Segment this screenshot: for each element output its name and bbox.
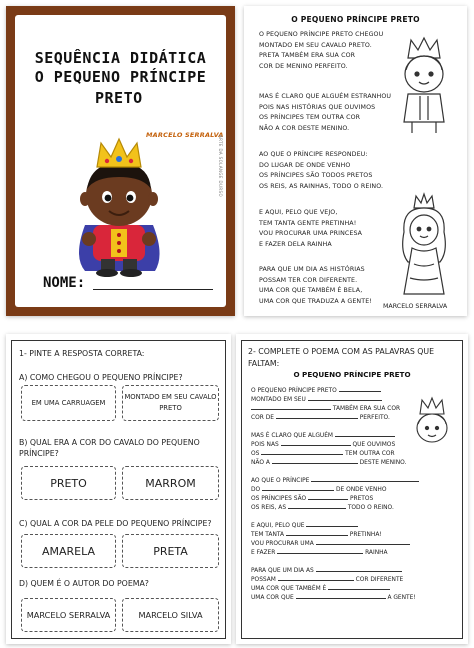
fill-line <box>251 503 394 513</box>
fill-text: OS PRÍNCIPES SÃO <box>251 496 307 502</box>
fill-text: DE ONDE VENHO <box>335 487 387 493</box>
princess-illustration <box>396 192 452 298</box>
poem-line: MAS É CLARO QUE ALGUÉM ESTRANHOU <box>259 93 392 100</box>
activity-2-heading-line1: 2- COMPLETE O POEMA COM AS PALAVRAS QUE <box>248 347 435 356</box>
blank[interactable] <box>328 584 390 590</box>
poem-stanza-3 <box>259 150 383 192</box>
poem-line: TEM TANTA GENTE PRETINHA! <box>259 219 357 227</box>
poem-stanza-5 <box>259 265 372 307</box>
option-carruagem[interactable] <box>21 385 116 421</box>
fill-text: COR DE <box>251 415 274 421</box>
option-preto[interactable] <box>21 466 116 500</box>
fill-line <box>251 548 388 558</box>
blank[interactable] <box>316 539 410 545</box>
poem-line: DO LUGAR DE ONDE VENHO <box>259 161 351 169</box>
option-marcelo-silva[interactable] <box>122 598 219 632</box>
poem-line: PRETA TAMBÉM ERA SUA COR <box>259 52 356 60</box>
poem-page <box>244 6 467 316</box>
blank[interactable] <box>261 449 343 455</box>
poem-line: E AQUI, PELO QUE VEJO, <box>259 209 338 216</box>
option-marrom[interactable] <box>122 466 219 500</box>
poem-line: POIS NAS HISTÓRIAS QUE OUVIMOS <box>259 103 376 111</box>
name-label: NOME: <box>43 275 86 291</box>
fill-text: UMA COR QUE TAMBÉM É <box>251 586 327 592</box>
poem-title: O PEQUENO PRÍNCIPE PRETO <box>291 15 420 24</box>
poem-line: E FAZER DELA RAINHA <box>259 240 332 248</box>
question-b-line1: B) QUAL ERA A COR DO CAVALO DO PEQUENO <box>19 438 200 447</box>
poem-stanza-4 <box>259 208 362 250</box>
option-amarela[interactable] <box>21 534 116 568</box>
poem-line: MONTADO EM SEU CAVALO PRETO. <box>259 41 372 49</box>
fill-line <box>251 593 416 603</box>
poem-line: AO QUE O PRÍNCIPE RESPONDEU: <box>259 151 368 158</box>
blank[interactable] <box>272 458 358 464</box>
fill-text: UMA COR QUE <box>251 595 294 601</box>
cover-side-credit: ARTE DA SOLANGE DURSO <box>218 135 223 197</box>
option-label: MARCELO SERRALVA <box>26 610 111 620</box>
prince-line-art <box>394 36 454 136</box>
option-marcelo-serralva[interactable] <box>21 598 116 632</box>
cover-author: MARCELO SERRALVA <box>146 131 224 139</box>
name-line[interactable] <box>93 289 213 290</box>
fill-text: OS <box>251 451 260 457</box>
blank[interactable] <box>288 503 346 509</box>
fill-line <box>251 413 390 423</box>
fill-text: MAS É CLARO QUE ALGUÉM <box>251 433 334 439</box>
fill-text: RAINHA <box>365 550 388 556</box>
fill-text: MONTADO EM SEU <box>251 397 306 403</box>
fill-text: E AQUI, PELO QUE <box>251 523 305 529</box>
question-d: D) QUEM É O AUTOR DO POEMA? <box>19 579 149 588</box>
blank[interactable] <box>281 440 351 446</box>
option-label: AMARELA <box>41 544 96 558</box>
blank[interactable] <box>251 404 331 410</box>
poem-signature: MARCELO SERRALVA <box>383 303 448 310</box>
fill-text: DESTE MENINO. <box>359 460 407 466</box>
fill-text: OS REIS, AS <box>251 505 287 511</box>
poem-line: PARA QUE UM DIA AS HISTÓRIAS <box>259 266 365 273</box>
fill-text: NÃO A <box>251 460 270 466</box>
fill-text: PRETOS <box>349 496 374 502</box>
poem-line: COR DE MENINO PERFEITO. <box>259 62 348 70</box>
poem-line: UMA COR QUE TAMBÉM É BELA, <box>259 287 363 295</box>
fill-text: PARA QUE UM DIA AS <box>251 568 314 574</box>
blank[interactable] <box>335 431 395 437</box>
blank[interactable] <box>306 521 358 527</box>
question-b-line2: PRÍNCIPE? <box>19 449 59 458</box>
option-label: MARROM <box>145 476 196 490</box>
option-label: EM UMA CARRUAGEM <box>31 399 106 407</box>
cover-title-line2: O PEQUENO PRÍNCIPE <box>34 68 207 86</box>
prince-line-art-small <box>408 396 456 476</box>
blank[interactable] <box>278 575 354 581</box>
option-label: PRETA <box>153 544 188 558</box>
cover-title-line3: PRETO <box>95 89 143 107</box>
activity-1-page <box>6 334 231 644</box>
fill-text: TAMBÉM ERA SUA COR <box>332 406 401 412</box>
prince-illustration <box>63 137 175 279</box>
option-cavalo-preto[interactable] <box>122 385 219 421</box>
question-a: A) COMO CHEGOU O PEQUENO PRÍNCIPE? <box>19 373 183 382</box>
blank[interactable] <box>316 566 402 572</box>
option-preta[interactable] <box>122 534 219 568</box>
fill-text: E FAZER <box>251 550 276 556</box>
activity-2-title: O PEQUENO PRÍNCIPE PRETO <box>293 370 411 379</box>
poem-line: O PEQUENO PRÍNCIPE PRETO CHEGOU <box>259 31 384 38</box>
fill-text: COR DIFERENTE <box>355 577 404 583</box>
fill-text: O PEQUENO PRÍNCIPE PRETO <box>251 388 337 394</box>
fill-text: AO QUE O PRÍNCIPE <box>251 478 310 484</box>
fill-text: POIS NAS <box>251 442 279 448</box>
fill-text: PERFEITO. <box>359 415 390 421</box>
fill-text: VOU PROCURAR UMA <box>251 541 314 547</box>
crown-icon <box>97 139 141 167</box>
poem-line: OS PRÍNCIPES TEM OUTRA COR <box>259 114 361 122</box>
option-label: MONTADO EM SEU CAVALO PRETO <box>124 393 217 412</box>
blank[interactable] <box>262 485 334 491</box>
blank[interactable] <box>276 413 358 419</box>
poem-line: OS PRÍNCIPES SÃO TODOS PRETOS <box>259 172 373 180</box>
fill-text: A GENTE! <box>387 595 416 601</box>
question-b <box>19 437 200 459</box>
poem-stanza-2 <box>259 92 391 134</box>
fill-text: TEM OUTRA COR <box>345 451 395 457</box>
fill-text: TEM TANTA <box>251 532 285 538</box>
question-c: C) QUAL A COR DA PELE DO PEQUENO PRÍNCIPE? <box>19 519 212 528</box>
option-label: PRETO <box>50 476 87 490</box>
activity-2-page <box>236 334 468 644</box>
poem-line: VOU PROCURAR UMA PRINCESA <box>259 230 363 238</box>
blank[interactable] <box>277 548 363 554</box>
fill-text: QUE OUVIMOS <box>352 442 396 448</box>
poem-line: OS REIS, AS RAINHAS, TODO O REINO. <box>259 182 384 190</box>
blank[interactable] <box>308 395 382 401</box>
blank[interactable] <box>308 494 348 500</box>
fill-text: TODO O REINO. <box>347 505 394 511</box>
cover-inner <box>15 15 226 307</box>
option-label: MARCELO SILVA <box>138 610 203 620</box>
cover-page <box>6 6 235 316</box>
activity-2-heading <box>248 346 448 369</box>
cover-title-line1: SEQUÊNCIA DIDÁTICA <box>34 49 207 67</box>
fill-text: DO <box>251 487 261 493</box>
poem-stanza-1 <box>259 30 383 72</box>
blank[interactable] <box>286 530 348 536</box>
poem-line: POSSAM TER COR DIFERENTE. <box>259 276 358 284</box>
activity-1-heading: 1- PINTE A RESPOSTA CORRETA: <box>19 349 145 358</box>
fill-line <box>251 458 406 468</box>
poem-line: UMA COR QUE TRADUZA A GENTE! <box>259 297 372 305</box>
blank[interactable] <box>339 386 381 392</box>
blank[interactable] <box>311 476 419 482</box>
fill-text: PRETINHA! <box>349 532 382 538</box>
activity-2-heading-line2: FALTAM: <box>248 358 280 368</box>
blank[interactable] <box>296 593 386 599</box>
poem-line: NÃO A COR DESTE MENINO. <box>259 124 350 132</box>
fill-text: POSSAM <box>251 577 276 583</box>
